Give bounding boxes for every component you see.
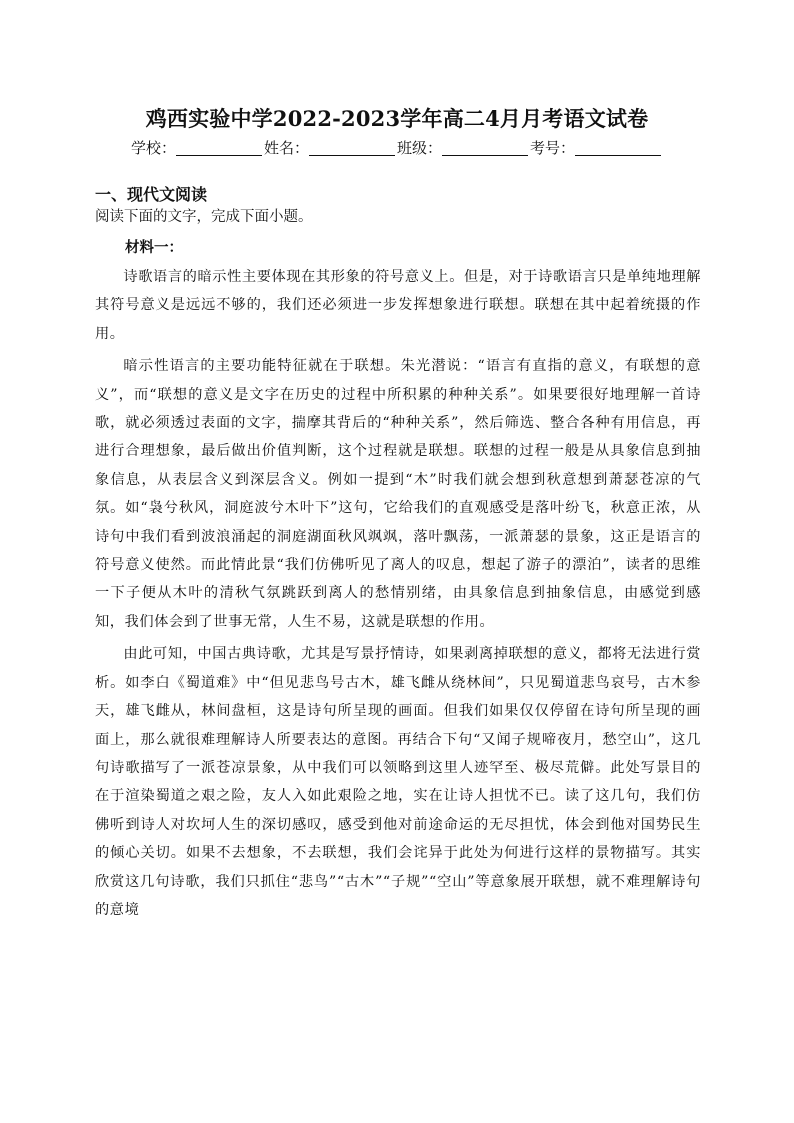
passage-paragraph: 暗示性语言的主要功能特征就在于联想。朱光潜说：“语言有直指的意义，有联想的意义”，而“联想的意义是文字在历史的过程中所积累的种种关系”。如果要很好地理解一首诗歌，就必须透过表面的文字，揣摩其背后的“种种关系”，然后筛选、整合各种有用信息，再进行合理想象，最后做出价值判断，这个过程就是联想。联想的过程一般是从具象信息到抽象信息，从表层含义到深层含义。例如一提到“木”时我们就会想到秋意想到萧瑟苍凉的气氛。如“袅兮秋风，洞庭波兮木叶下”这句，它给我们的直观感受是落叶纷飞，秋意正浓，从诗句中我们看到波浪涌起的洞庭湖面秋风飒飒，落叶飘荡，一派萧瑟的景象，这正是语言的符号意义使然。而此情此景“我们仿佛听见了离人的叹息，想起了游子的漂泊”，读者的思维一下子便从木叶的清秋气氛跳跃到离人的愁情别绪，由具象信息到抽象信息，由感觉到感知，我们体会到了世事无常，人生不易，这就是联想的作用。 [95, 358, 701, 630]
section-heading: 一、现代文阅读 [95, 185, 208, 204]
student-info-row [0, 137, 794, 158]
material-label: 材料一： [125, 239, 183, 256]
exam-title: 鸡西实验中学2022-2023学年高二4月月考语文试卷 [145, 106, 649, 131]
class-label: 班级： [397, 139, 443, 157]
passage-paragraph: 由此可知，中国古典诗歌，尤其是写景抒情诗，如果剥离掉联想的意义，都将无法进行赏析。如李白《蜀道难》中“但见悲鸟号古木，雄飞雌从绕林间”，只见蜀道悲鸟哀号，古木参天，雄飞雌从，林间盘桓，这是诗句所呈现的画面。但我们如果仅仅停留在诗句所呈现的画面上，那么就很难理解诗人所要表达的意图。再结合下句“又闻子规啼夜月，愁空山”，这几句诗歌描写了一派苍凉景象，从中我们可以领略到这里人迹罕至、极尽荒僻。此处写景目的在于渲染蜀道之艰之险，友人入如此艰险之地，实在让诗人担忧不已。读了这几句，我们仿佛听到诗人对坎坷人生的深切感叹，感受到他对前途命运的无尽担忧，体会到他对国势民生的倾心关切。如果不去想象，不去联想，我们会诧异于此处为何进行这样的景物描写。其实欣赏这几句诗歌，我们只抓住“悲鸟”“古木”“子规”“空山”等意象展开联想，就不难理解诗句的意境 [95, 646, 701, 918]
name-label: 姓名： [263, 139, 309, 157]
reading-instruction: 阅读下面的文字，完成下面小题。 [95, 209, 313, 225]
number-blank[interactable] [575, 141, 661, 156]
class-blank[interactable] [442, 141, 528, 156]
passage-paragraph: 诗歌语言的暗示性主要体现在其形象的符号意义上。但是，对于诗歌语言只是单纯地理解其符号意义是远远不够的，我们还必须进一步发挥想象进行联想。联想在其中起着统摄的作用。 [95, 269, 701, 342]
name-blank[interactable] [309, 141, 395, 156]
school-label: 学校： [130, 139, 176, 157]
school-blank[interactable] [176, 141, 262, 156]
number-label: 考号： [530, 139, 576, 157]
passage-body [95, 263, 701, 928]
